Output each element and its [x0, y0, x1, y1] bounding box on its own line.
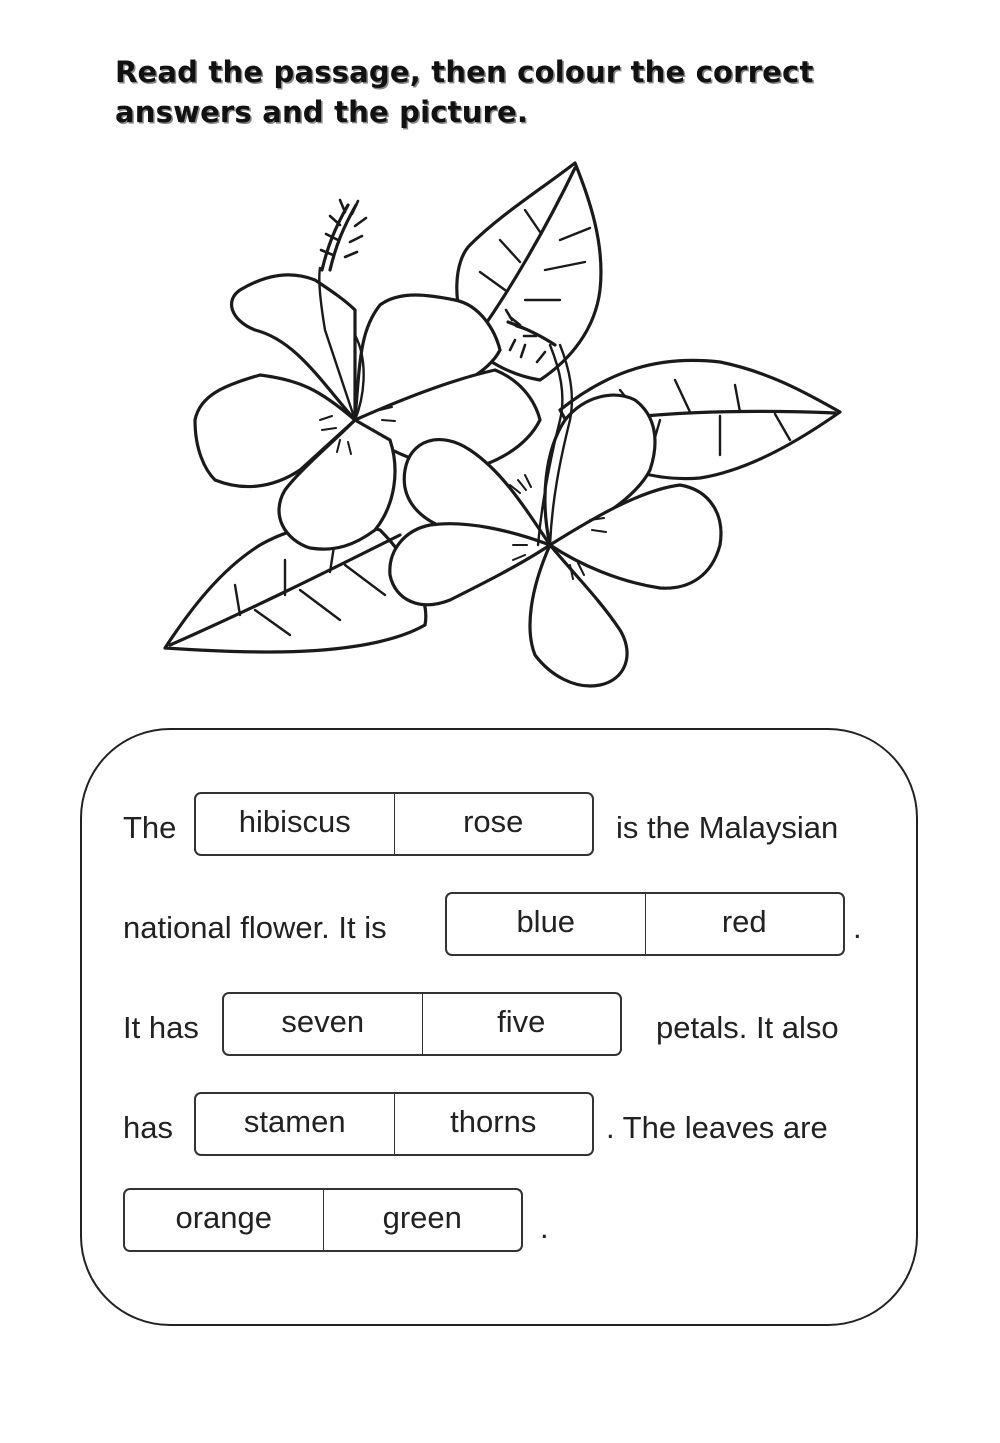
row1-choice-group [194, 792, 594, 856]
row2-text-after: . [853, 910, 862, 945]
row4-text-before: has [123, 1110, 173, 1145]
instruction-line-1: Read the passage, then colour the correct [115, 55, 814, 89]
choice-seven[interactable]: seven [281, 1004, 365, 1039]
row4-choice-group [194, 1092, 594, 1156]
row2-text-before: national flower. It is [123, 910, 387, 945]
row2-choice-group [445, 892, 845, 956]
choice-hibiscus[interactable]: hibiscus [238, 804, 351, 839]
row5-text-after: . [540, 1210, 549, 1245]
choice-green[interactable]: green [323, 1190, 522, 1250]
choice-orange[interactable]: orange [175, 1200, 273, 1235]
row3-text-before: It has [123, 1010, 199, 1045]
choice-thorns[interactable]: thorns [394, 1094, 593, 1154]
instruction-heading [115, 52, 875, 132]
row1-text-after: is the Malaysian [616, 810, 839, 845]
row3-text-after: petals. It also [656, 1010, 839, 1045]
choice-blue[interactable]: blue [516, 904, 576, 939]
row1-text-before: The [123, 810, 177, 845]
choice-red[interactable]: red [645, 894, 844, 954]
instruction-line-2: answers and the picture. [115, 95, 529, 129]
choice-five[interactable]: five [422, 994, 621, 1054]
choice-stamen[interactable]: stamen [243, 1104, 346, 1139]
row5-choice-group [123, 1188, 523, 1252]
hibiscus-illustration[interactable] [150, 150, 860, 690]
bottom-left-leaf [165, 524, 426, 652]
row3-choice-group [222, 992, 622, 1056]
choice-rose[interactable]: rose [394, 794, 593, 854]
row4-text-after: . The leaves are [606, 1110, 828, 1145]
